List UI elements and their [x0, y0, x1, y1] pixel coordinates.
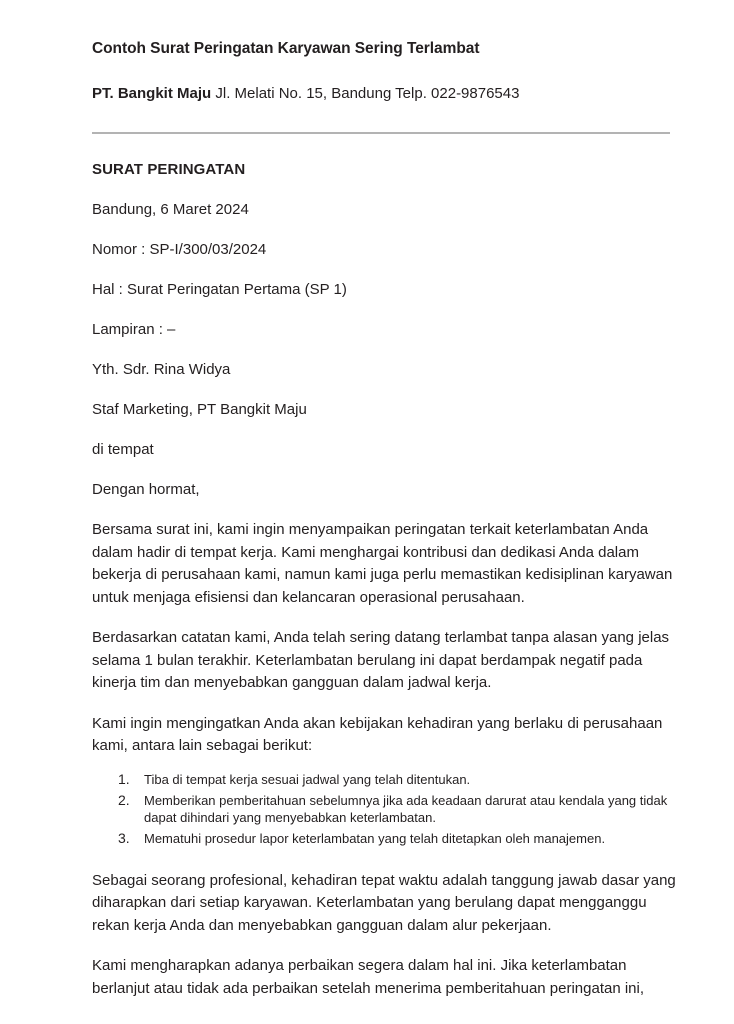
policy-list — [92, 772, 680, 848]
letter-attachment: Lampiran : – — [92, 321, 176, 338]
body-paragraph-4: Sebagai seorang profesional, kehadiran tepat waktu adalah tanggung jawab dasar yang diharapkan dari setiap karyawan. Keterlambatan yang berulang dapat mengganggu rekan kerja Anda dan menyebabkan gangguan dalam alur pekerjaan. — [92, 871, 676, 934]
section-heading: SURAT PERINGATAN — [92, 161, 246, 178]
header-divider — [92, 132, 670, 134]
list-item: Mematuhi prosedur lapor keterlambatan yang telah ditetapkan oleh manajemen. — [144, 831, 606, 846]
place-and-date: Bandung, 6 Maret 2024 — [92, 201, 249, 218]
body-paragraph-2: Berdasarkan catatan kami, Anda telah sering datang terlambat tanpa alasan yang jelas selama 1 bulan terakhir. Keterlambatan berulang ini dapat berdampak negatif pada kinerja tim dan menyebabkan gangguan dalam jadwal kerja. — [92, 629, 670, 691]
recipient-location: di tempat — [92, 441, 154, 458]
body-paragraph-5: Kami mengharapkan adanya perbaikan segera dalam hal ini. Jika keterlambatan berlanjut atau tidak ada perbaikan setelah menerima pemberitahuan peringatan ini, — [92, 957, 645, 997]
body-paragraph-1: Bersama surat ini, kami ingin menyampaikan peringatan terkait keterlambatan Anda dalam hadir di tempat kerja. Kami menghargai kontribusi dan dedikasi Anda dalam bekerja di perusahaan kami, namun kami juga perlu memastikan kedisiplinan karyawan untuk menjaga efisiensi dan kelancaran operasional perusahaan. — [92, 521, 673, 606]
recipient-position: Staf Marketing, PT Bangkit Maju — [92, 401, 307, 418]
salutation: Dengan hormat, — [92, 481, 200, 498]
company-name: PT. Bangkit Maju — [92, 85, 212, 102]
letter-subject: Hal : Surat Peringatan Pertama (SP 1) — [92, 281, 347, 298]
page-title: Contoh Surat Peringatan Karyawan Sering Terlambat — [92, 40, 480, 57]
list-item: Memberikan pemberitahuan sebelumnya jika ada keadaan darurat atau kendala yang tidak dapat dihindari yang menyebabkan keterlambatan. — [144, 793, 668, 825]
recipient-name: Yth. Sdr. Rina Widya — [92, 361, 231, 378]
letter-number: Nomor : SP-I/300/03/2024 — [92, 241, 267, 258]
company-address: Jl. Melati No. 15, Bandung Telp. 022-9876543 — [211, 85, 520, 102]
list-item: Tiba di tempat kerja sesuai jadwal yang telah ditentukan. — [144, 771, 471, 787]
company-letterhead — [92, 83, 680, 105]
body-paragraph-3: Kami ingin mengingatkan Anda akan kebijakan kehadiran yang berlaku di perusahaan kami, antara lain sebagai berikut: — [92, 714, 663, 754]
